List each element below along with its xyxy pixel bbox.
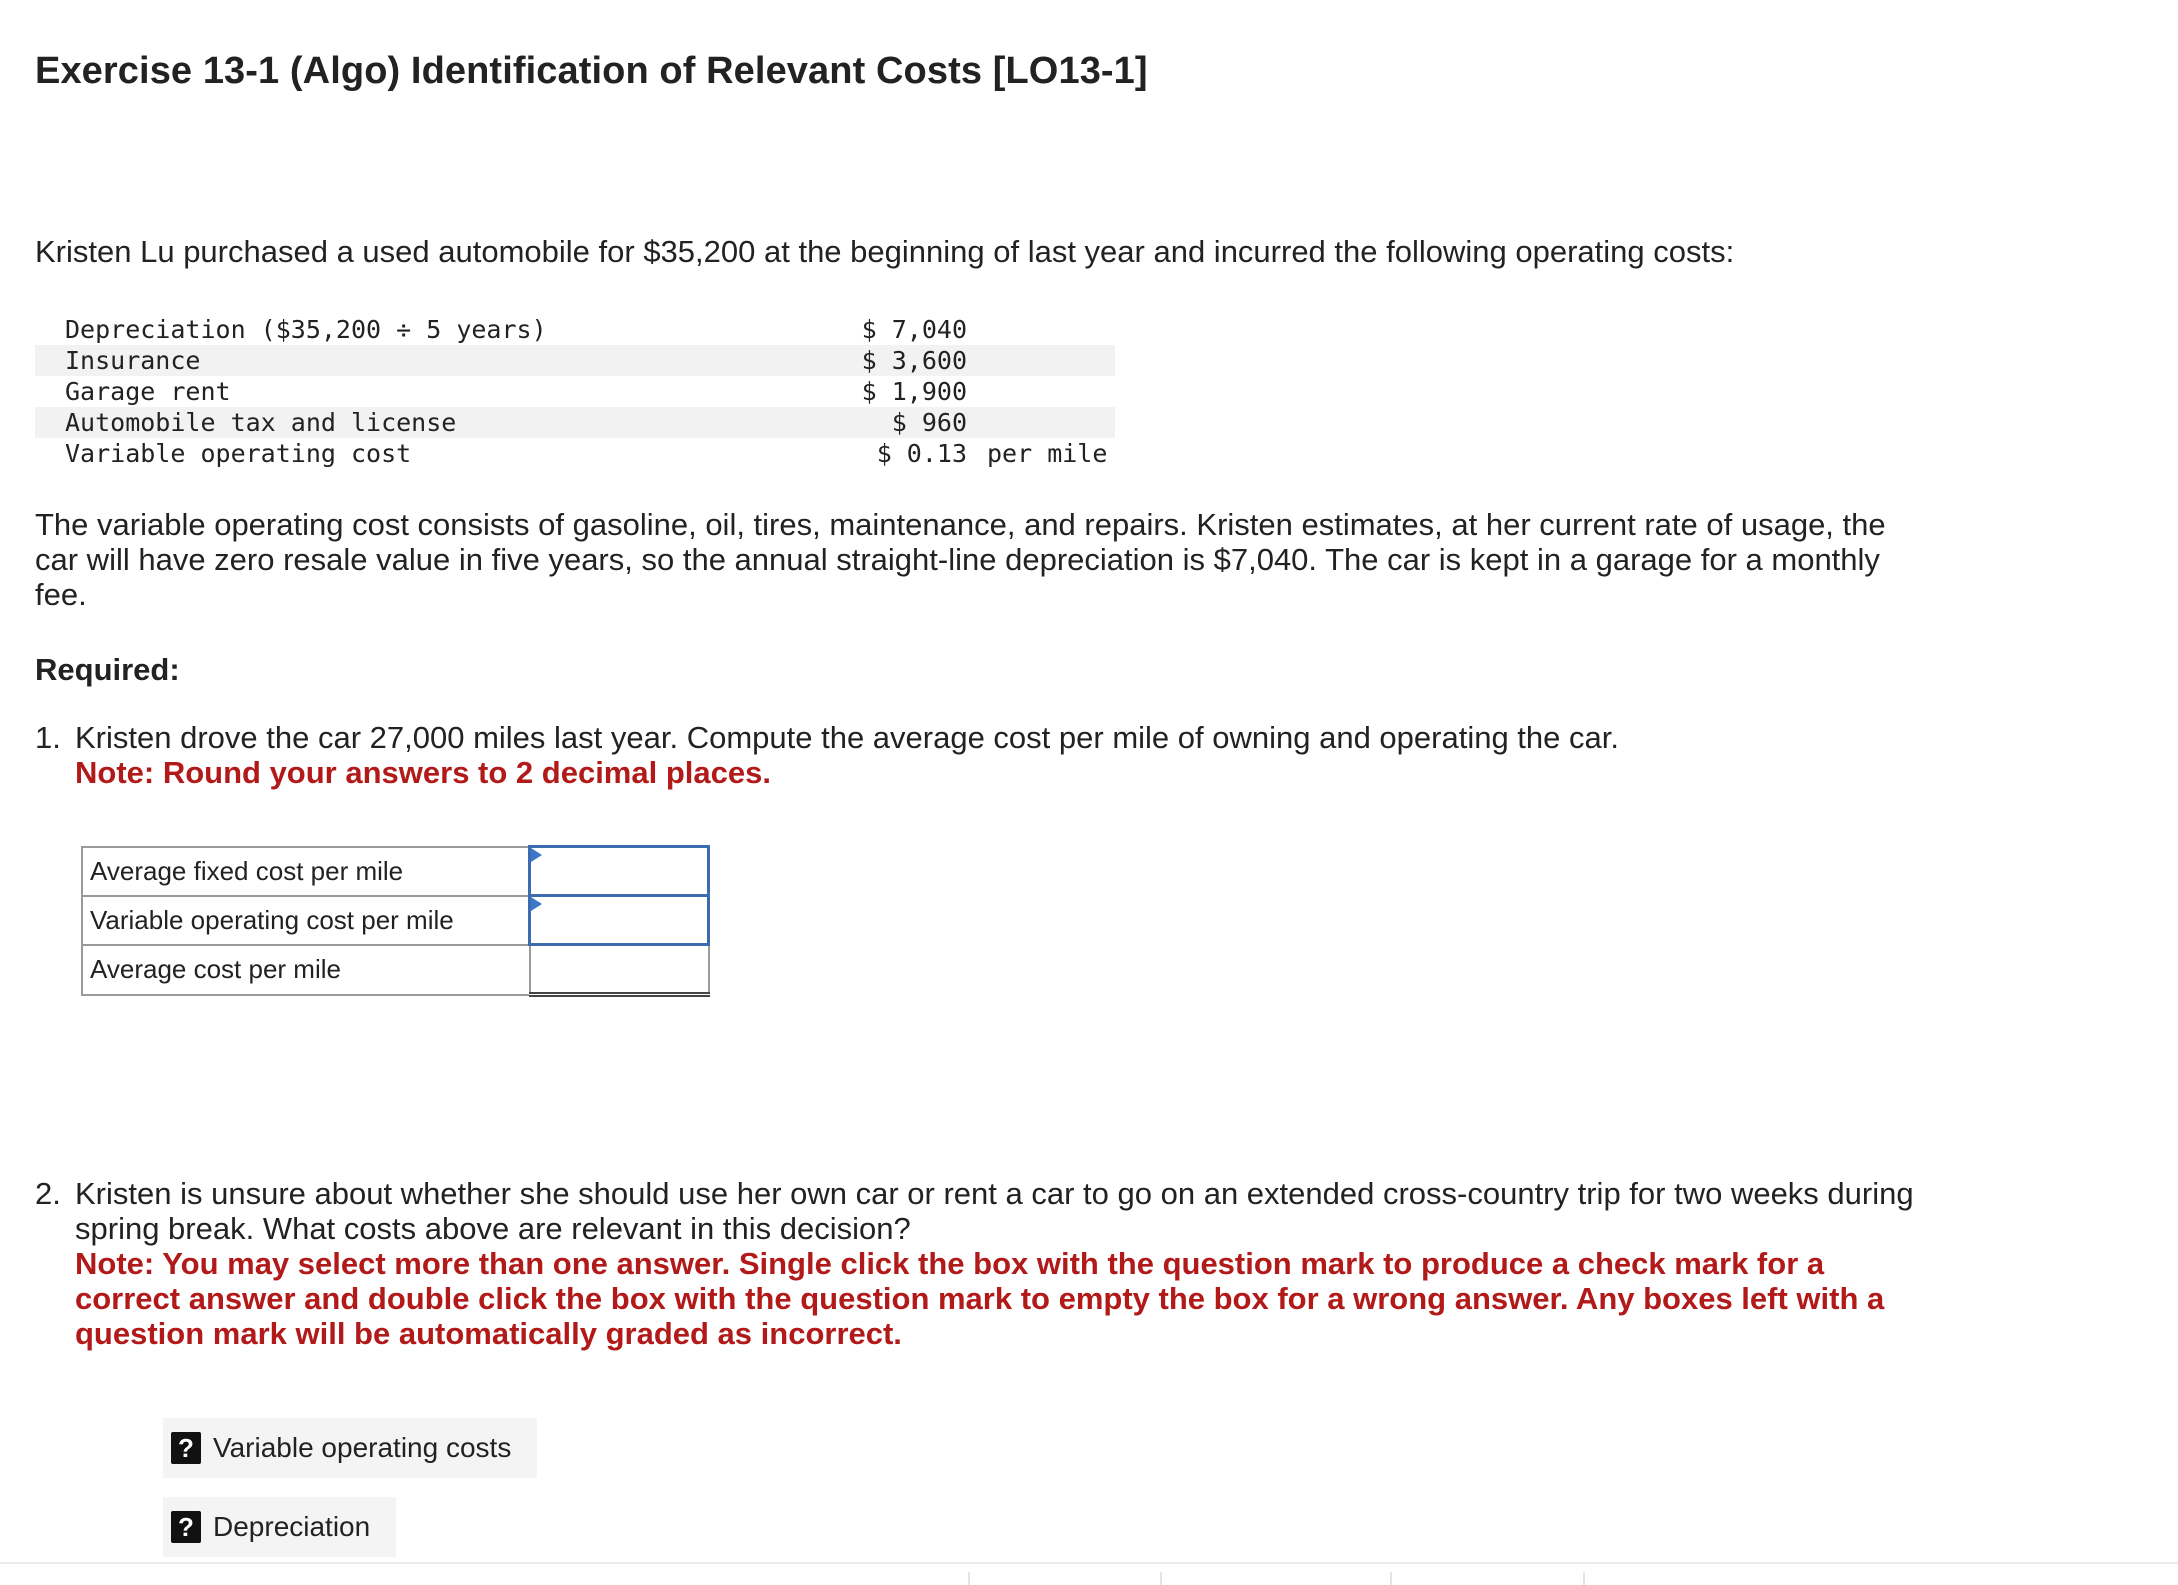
question-1-note: Note: Round your answers to 2 decimal places. bbox=[75, 755, 771, 790]
fixed-cost-per-mile-input[interactable] bbox=[531, 848, 707, 894]
cost-row-garage-rent bbox=[35, 376, 1115, 407]
bottom-divider bbox=[0, 1562, 2178, 1564]
average-cost-per-mile-input[interactable] bbox=[531, 946, 708, 992]
question-2 bbox=[75, 1176, 1935, 1351]
variable-cost-per-mile-input[interactable] bbox=[531, 897, 707, 943]
answer-label-variable-cost: Variable operating cost per mile bbox=[82, 896, 530, 945]
cost-label: Variable operating cost bbox=[65, 439, 412, 468]
cost-amount: $ 3,600 bbox=[861, 346, 967, 375]
input-marker-icon bbox=[531, 897, 542, 911]
cost-amount: $ 960 bbox=[891, 408, 967, 437]
cost-unit bbox=[967, 345, 1115, 376]
answer-row bbox=[82, 945, 709, 995]
intro-text: Kristen Lu purchased a used automobile for $35,200 at the beginning of last year and incurred the following operating costs: bbox=[35, 234, 1735, 269]
choice-variable-operating-costs[interactable] bbox=[163, 1418, 537, 1478]
cost-row-variable-operating bbox=[35, 438, 1115, 469]
answer-label-fixed-cost: Average fixed cost per mile bbox=[82, 847, 530, 896]
choice-depreciation[interactable] bbox=[163, 1497, 396, 1557]
cost-label: Depreciation ($35,200 ÷ 5 years) bbox=[65, 315, 547, 344]
choice-label: Variable operating costs bbox=[213, 1432, 512, 1463]
cost-label: Garage rent bbox=[65, 377, 231, 406]
cost-amount: $ 1,900 bbox=[861, 377, 967, 406]
cost-row-tax-license bbox=[35, 407, 1115, 438]
divider-tick bbox=[1160, 1572, 1162, 1585]
answer-cell-average-cost bbox=[530, 945, 709, 995]
question-1-text: Kristen drove the car 27,000 miles last year. Compute the average cost per mile of owning and operating the car. bbox=[75, 720, 1619, 755]
cost-row-depreciation bbox=[35, 314, 1115, 345]
cost-unit: per mile bbox=[987, 439, 1108, 468]
cost-unit bbox=[967, 376, 1115, 407]
cost-unit bbox=[967, 407, 1115, 438]
required-heading: Required: bbox=[35, 652, 180, 687]
question-mark-checkbox[interactable]: ? bbox=[171, 1432, 201, 1464]
question-1 bbox=[75, 720, 1935, 790]
question-2-number: 2. bbox=[35, 1176, 61, 1211]
question-2-text: Kristen is unsure about whether she should use her own car or rent a car to go on an extended cross-country trip for two weeks during spring break. What costs above are relevant in this decision? bbox=[75, 1176, 1914, 1246]
cost-amount: $ 0.13 bbox=[876, 439, 967, 468]
description-paragraph: The variable operating cost consists of gasoline, oil, tires, maintenance, and repairs. Kristen estimates, at her current rate of usage, the car will have zero resale value in five years, so the annual straight-line depreciation is $7,040. The car is kept in a garage for a monthly fee. bbox=[35, 507, 1886, 612]
answer-label-average-cost: Average cost per mile bbox=[82, 945, 530, 995]
question-1-number: 1. bbox=[35, 720, 61, 755]
choice-label: Depreciation bbox=[213, 1511, 371, 1542]
question-2-note: Note: You may select more than one answer. Single click the box with the question mark to produce a check mark for a correct answer and double click the box with the question mark to empty the box for a wrong answer. Any boxes left with a question mark will be automatically graded as incorrect. bbox=[75, 1246, 1885, 1351]
exercise-title: Exercise 13-1 (Algo) Identification of Relevant Costs [LO13-1] bbox=[35, 50, 1148, 92]
answer-row bbox=[82, 896, 709, 945]
operating-costs-table bbox=[35, 314, 1115, 469]
cost-label: Insurance bbox=[65, 346, 201, 375]
divider-tick bbox=[1583, 1572, 1585, 1585]
divider-tick bbox=[1390, 1572, 1392, 1585]
cost-unit bbox=[967, 314, 1115, 345]
answer-cell-fixed-cost bbox=[530, 847, 709, 896]
question-mark-checkbox[interactable]: ? bbox=[171, 1511, 201, 1543]
answer-cell-variable-cost bbox=[530, 896, 709, 945]
input-marker-icon bbox=[531, 848, 542, 862]
divider-tick bbox=[968, 1572, 970, 1585]
cost-row-insurance bbox=[35, 345, 1115, 376]
answer-table bbox=[81, 845, 710, 997]
cost-amount: $ 7,040 bbox=[861, 315, 967, 344]
answer-row bbox=[82, 847, 709, 896]
cost-label: Automobile tax and license bbox=[65, 408, 457, 437]
